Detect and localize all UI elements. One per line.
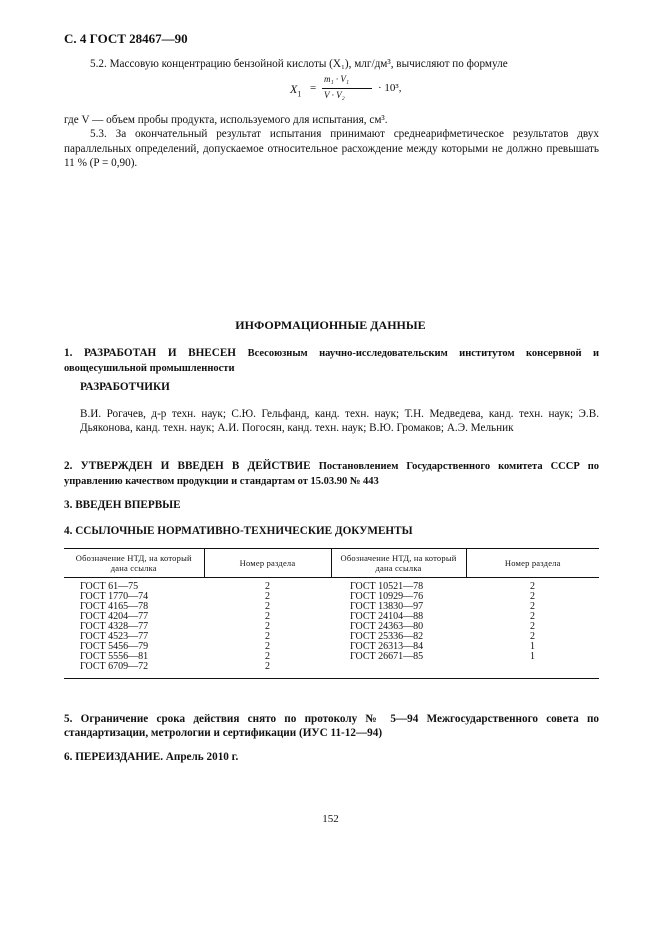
section-6: 6. ПЕРЕИЗДАНИЕ. Апрель 2010 г. xyxy=(64,751,239,763)
section-2: 2. УТВЕРЖДЕН И ВВЕДЕН В ДЕЙСТВИЕ Постановлением Государственного комитета СССР по управлению качеством продукции и стандартам от 15.03.90 № 443 xyxy=(64,460,600,487)
fraction-bar xyxy=(322,88,372,89)
section-1-body: Всесоюзным научно-исследовательским институтом консервной и овощесушильной промышленности xyxy=(64,348,599,374)
page-number: 152 xyxy=(322,813,339,825)
formula xyxy=(290,74,410,110)
right-sections-cell: 2 2 2 2 2 2 1 1 xyxy=(530,581,535,662)
left-docs-cell: ГОСТ 61—75 ГОСТ 1770—74 ГОСТ 4165—78 ГОСТ 4204—77 ГОСТ 4328—77 ГОСТ 4523—77 ГОСТ 5456—79 ГОСТ 5556—81 ГОСТ 6709—72 xyxy=(80,581,149,672)
formula-lhs: $X_1$ xyxy=(290,82,302,99)
references-table xyxy=(64,548,599,679)
formula-equals: = xyxy=(310,82,317,94)
col-header-section-left: Номер раздела xyxy=(204,549,331,578)
developers-text: В.И. Рогачев, д-р техн. наук; С.Ю. Гельфанд, канд. техн. наук; Т.Н. Медведева, канд. техн. наук; Э.В. Дьяконова, канд. техн. наук; А.И. Погосян, канд. техн. наук; В.Ю. Громаков; А.Э. Мельник xyxy=(80,408,599,434)
section-1-heading: РАЗРАБОТАН И ВНЕСЕН xyxy=(83,347,236,359)
left-sections-cell: 2 2 2 2 2 2 2 2 2 xyxy=(265,581,270,672)
section-1: 1. РАЗРАБОТАН И ВНЕСЕН Всесоюзным научно-исследовательским институтом консервной и овощесушильной промышленности xyxy=(64,347,599,374)
info-title: ИНФОРМАЦИОННЫЕ ДАННЫЕ xyxy=(235,318,426,332)
page-header: С. 4 ГОСТ 28467—90 xyxy=(64,31,188,46)
col-header-section-right: Номер раздела xyxy=(466,549,599,578)
formula-denominator: V · V₂ xyxy=(324,90,345,100)
col-header-doc-left: Обозначение НТД, на который дана ссылка xyxy=(64,549,204,578)
paragraph-5-2: 5.2. Массовую концентрацию бензойной кислоты (X₁), млг/дм³, вычисляют по формуле xyxy=(90,58,508,70)
section-3: 3. ВВЕДЕН ВПЕРВЫЕ xyxy=(64,499,181,511)
col-header-doc-right: Обозначение НТД, на который дана ссылка xyxy=(331,549,466,578)
where-line: где V — объем пробы продукта, используемого для испытания, см³. xyxy=(64,114,388,126)
section-4: 4. ССЫЛОЧНЫЕ НОРМАТИВНО-ТЕХНИЧЕСКИЕ ДОКУМЕНТЫ xyxy=(64,525,413,537)
section-2-body: Постановлением Государственного комитета СССР по управлению качеством продукции и стандартам от 15.03.90 № 443 xyxy=(64,461,600,487)
right-docs-cell: ГОСТ 10521—78 ГОСТ 10929—76 ГОСТ 13830—97 ГОСТ 24104—88 ГОСТ 24363—80 ГОСТ 25336—82 ГОСТ 26313—84 ГОСТ 26671—85 xyxy=(350,581,424,662)
paragraph-5-3: 5.3. За окончательный результат испытания принимают среднеарифметическое результатов двух параллельных определений, допускаемое относительное расхождение между которыми не должно превышать 11 % (P = 0,90). xyxy=(64,128,599,169)
formula-numerator: m₁ · V₁ xyxy=(324,74,350,84)
developers-title: РАЗРАБОТЧИКИ xyxy=(80,381,170,393)
section-2-heading: УТВЕРЖДЕН И ВВЕДЕН В ДЕЙСТВИЕ xyxy=(80,460,311,472)
formula-multiplier: · 10³, xyxy=(378,82,402,94)
section-5: 5. Ограничение срока действия снято по протоколу № 5—94 Межгосударственного совета по стандартизации, метрологии и сертификации (ИУС 11-12—94) xyxy=(64,713,599,739)
